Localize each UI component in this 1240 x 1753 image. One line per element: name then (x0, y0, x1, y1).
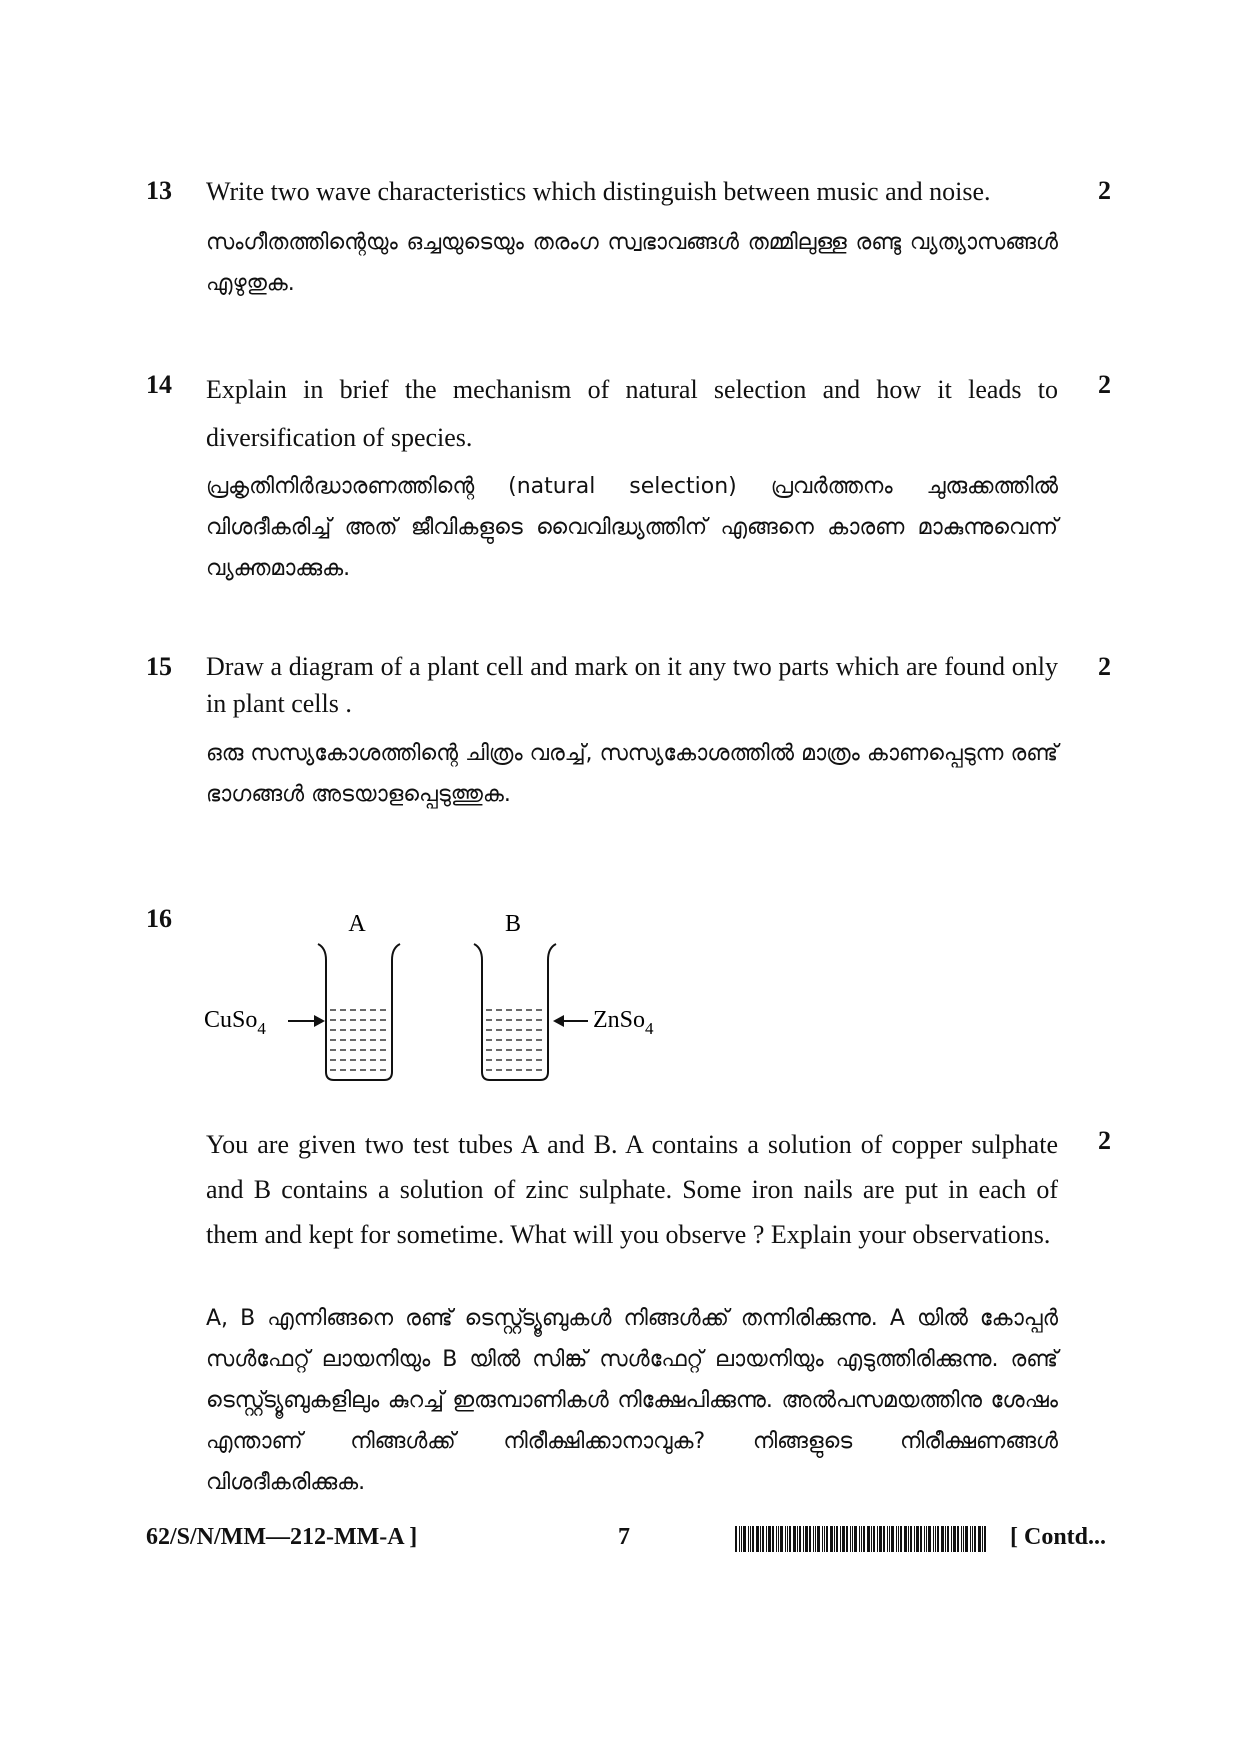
question-number: 16 (146, 904, 172, 933)
cuso4-label: CuSo$_4$ (204, 1007, 266, 1038)
question-text-english: Explain in brief the mechanism of natural selection and how it leads to diversification of species. (206, 375, 1058, 452)
solution-a (330, 1010, 388, 1070)
tube-b-label: B (504, 911, 522, 937)
question-marks: 2 (1098, 370, 1111, 399)
question-marks: 2 (1098, 1126, 1111, 1155)
tube-a-label: A (348, 911, 366, 937)
question-number: 14 (146, 370, 172, 399)
question-text-malayalam: സംഗീതത്തിന്റെയും ഒച്ചയുടെയും തരംഗ സ്വഭാവങ്ങൾ തമ്മിലുള്ള രണ്ടു വ്യത്യാസങ്ങൾ എഴുതുക. (206, 230, 1058, 296)
barcode-icon (735, 1526, 987, 1552)
question-text-malayalam: ഒരു സസ്യകോശത്തിന്റെ ചിത്രം വരച്ച്, സസ്യകോശത്തിൽ മാത്രം കാണപ്പെടുന്ന രണ്ട് ഭാഗങ്ങൾ അടയാളപ്പെടുത്തുക. (206, 741, 1058, 807)
question-number: 13 (146, 176, 172, 205)
page-number: 7 (618, 1524, 630, 1550)
question-text-english: Draw a diagram of a plant cell and mark on it any two parts which are found only in plant cells . (206, 652, 1058, 718)
question-text-malayalam: A, B എന്നിങ്ങനെ രണ്ട് ടെസ്റ്റ്ട്യൂബുകൾ നിങ്ങൾക്ക് തന്നിരിക്കുന്നു. A യിൽ കോപ്പർ സൾഫേറ്റ് ലായനിയും B യിൽ സിങ്ക് സൾഫേറ്റ് ലായനിയും എടുത്തിരിക്കുന്നു. രണ്ട് ടെസ്റ്റ്ട്യൂബുകളിലും കുറച്ച് ഇരുമ്പാണികൾ നിക്ഷേപിക്കുന്നു. അൽപസമയത്തിനു ശേഷം എന്താണ് നിങ്ങൾക്ക് നിരീക്ഷിക്കാനാവുക? നിങ്ങളുടെ നിരീക്ഷണങ്ങൾ വിശദീകരിക്കുക. (206, 1306, 1058, 1495)
znso4-label: ZnSo$_4$ (593, 1007, 654, 1038)
paper-code: 62/S/N/MM—212-MM-A ] (146, 1524, 418, 1550)
question-text-english: You are given two test tubes A and B. A contains a solution of copper sulphate and B contains a solution of zinc sulphate. Some iron nails are put in each of them and kept for sometime. What will you observe ? Explain your observations. (206, 1130, 1058, 1249)
test-tubes-diagram (196, 900, 696, 1100)
continued-label: [ Contd... (1010, 1524, 1107, 1550)
question-marks: 2 (1098, 652, 1111, 681)
question-text-english: Write two wave characteristics which distinguish between music and noise. (206, 177, 991, 206)
arrow-head-a (314, 1015, 325, 1027)
solution-b (486, 1010, 544, 1070)
question-number: 15 (146, 652, 172, 681)
question-text-malayalam: പ്രകൃതിനിർദ്ധാരണത്തിന്റെ (natural selection) പ്രവർത്തനം ചുരുക്കത്തിൽ വിശദീകരിച്ച് അത് ജീവികളുടെ വൈവിദ്ധ്യത്തിന് എങ്ങനെ കാരണ മാകുന്നുവെന്ന് വ്യക്തമാക്കുക. (206, 474, 1058, 581)
question-marks: 2 (1098, 176, 1111, 205)
